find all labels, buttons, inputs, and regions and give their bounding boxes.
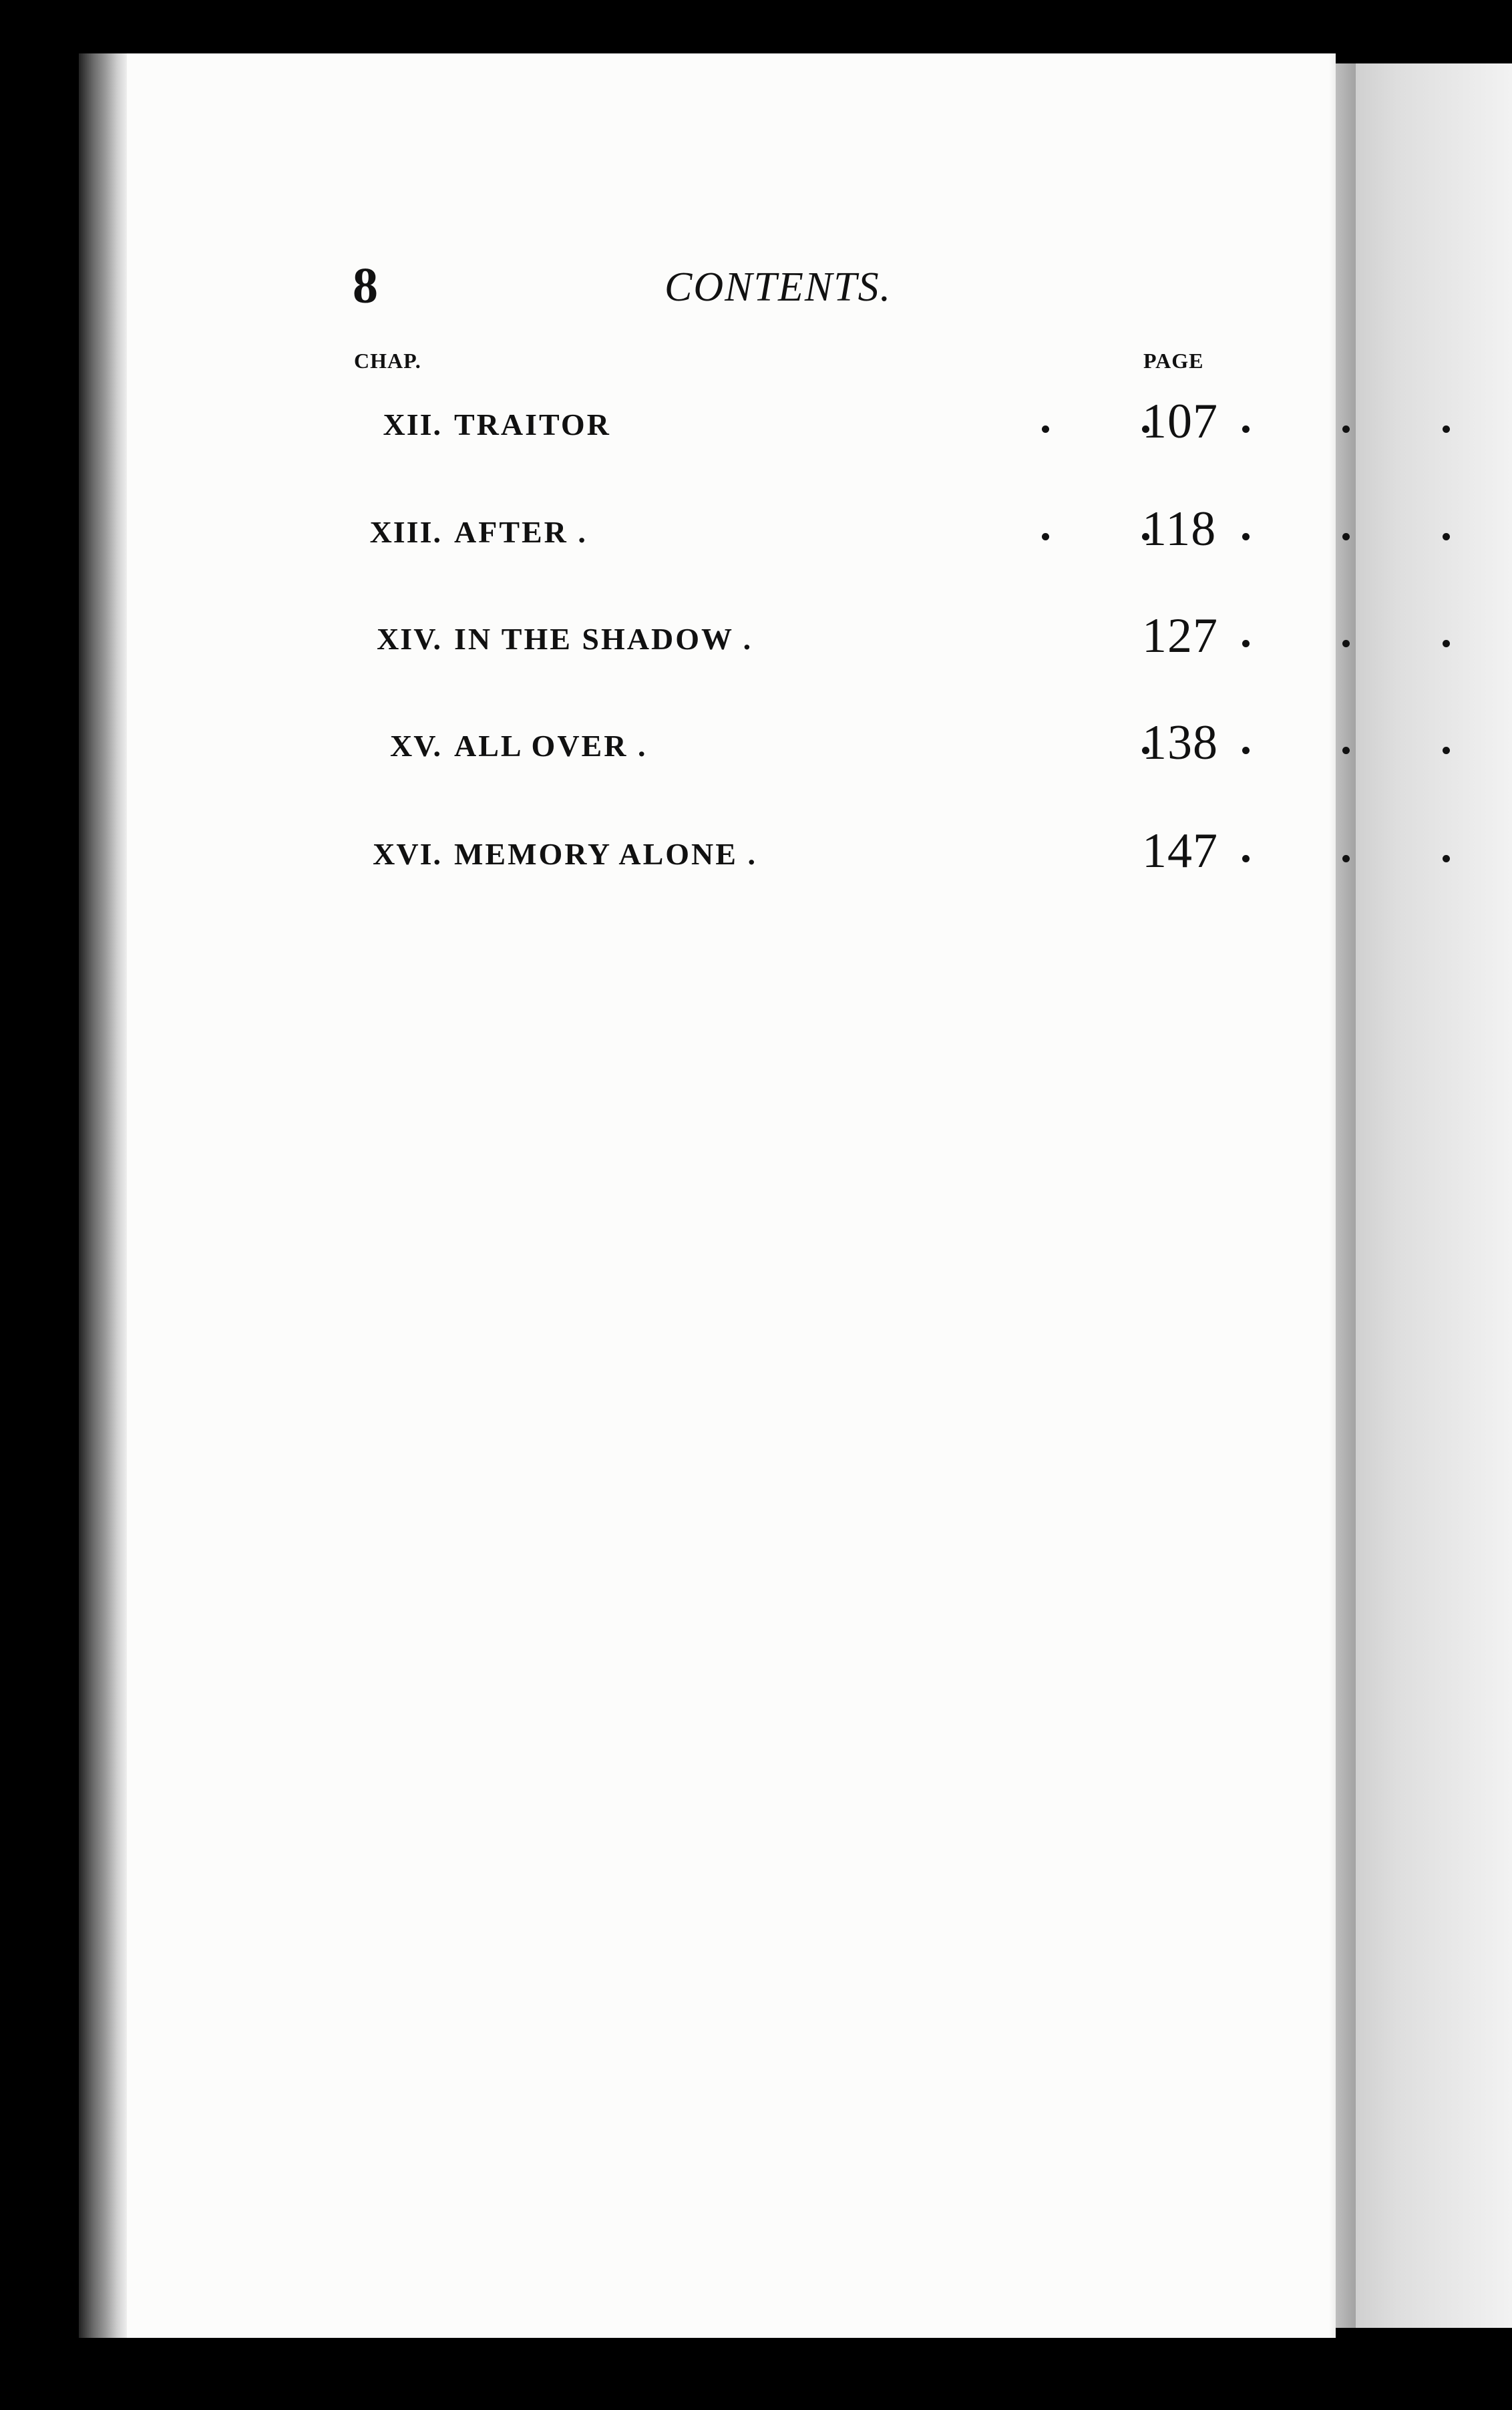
dot-leader xyxy=(681,720,1469,773)
toc-entry xyxy=(347,609,1218,667)
chapter-title: MEMORY ALONE . xyxy=(454,837,757,871)
dot-leader xyxy=(681,613,1469,667)
chapter-page: 118 xyxy=(1142,502,1217,556)
chapter-title: AFTER . xyxy=(454,515,588,549)
chapter-number: XIII. xyxy=(369,515,442,549)
chapter-title: IN THE SHADOW . xyxy=(454,622,753,656)
chapter-page: 147 xyxy=(1142,824,1218,878)
chapter-column-label: CHAP. xyxy=(354,349,421,373)
chapter-number: XV. xyxy=(389,729,442,763)
dot-leader xyxy=(681,506,1469,560)
toc-entry xyxy=(347,824,1218,882)
toc-entry xyxy=(347,715,1218,773)
toc-entry xyxy=(347,502,1217,560)
dot-leader xyxy=(681,828,1469,882)
chapter-title: ALL OVER . xyxy=(454,729,648,763)
chapter-page: 127 xyxy=(1142,609,1218,663)
chapter-title: TRAITOR xyxy=(454,407,611,442)
chapter-page: 138 xyxy=(1142,715,1218,770)
page-number: 8 xyxy=(353,258,378,314)
chapter-number: XII. xyxy=(383,407,442,442)
chapter-page: 107 xyxy=(1142,394,1218,449)
dot-leader xyxy=(681,399,1469,452)
running-title: CONTENTS. xyxy=(665,265,892,310)
page-column-label: PAGE xyxy=(1143,349,1204,373)
toc-entry xyxy=(347,394,1218,452)
chapter-number: XVI. xyxy=(373,837,442,871)
chapter-number: XIV. xyxy=(377,622,442,656)
